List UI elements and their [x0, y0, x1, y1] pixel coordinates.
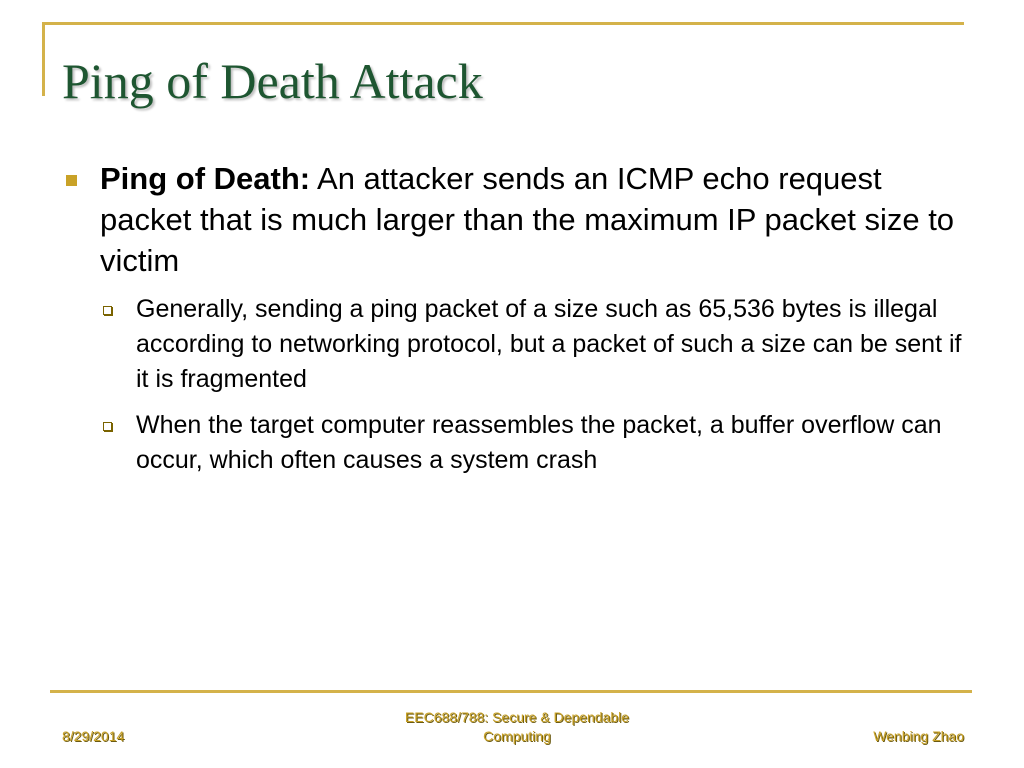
footer-date: 8/29/2014	[62, 728, 125, 744]
footer-course	[337, 708, 697, 746]
hollow-square-bullet-icon	[103, 306, 112, 315]
frame-top-line	[42, 22, 964, 25]
footer-author: Wenbing Zhao	[873, 728, 964, 744]
slide-title: Ping of Death Attack	[62, 53, 483, 109]
square-bullet-icon	[66, 175, 77, 186]
footer-course-line2: Computing	[483, 728, 551, 744]
bullet-bold-term: Ping of Death:	[100, 161, 311, 196]
subbullet-text: When the target computer reassembles the packet, a buffer overflow can occur, which often causes a system crash	[136, 411, 942, 474]
bullet-text: An attacker sends an ICMP echo request packet that is much larger than the maximum IP packet size to victim	[100, 161, 955, 278]
hollow-square-bullet-icon	[103, 422, 112, 431]
slide-content	[62, 158, 972, 478]
footer-divider	[50, 690, 972, 693]
frame-left-line	[42, 22, 45, 96]
footer-course-line1: EEC688/788: Secure & Dependable	[404, 709, 630, 725]
subbullet-text: Generally, sending a ping packet of a size such as 65,536 bytes is illegal according to networking protocol, but a packet of such a size can be sent if it is fragmented	[136, 295, 962, 393]
bullet-level1	[62, 158, 972, 281]
bullet-level2	[62, 292, 972, 397]
bullet-level2	[62, 408, 972, 478]
